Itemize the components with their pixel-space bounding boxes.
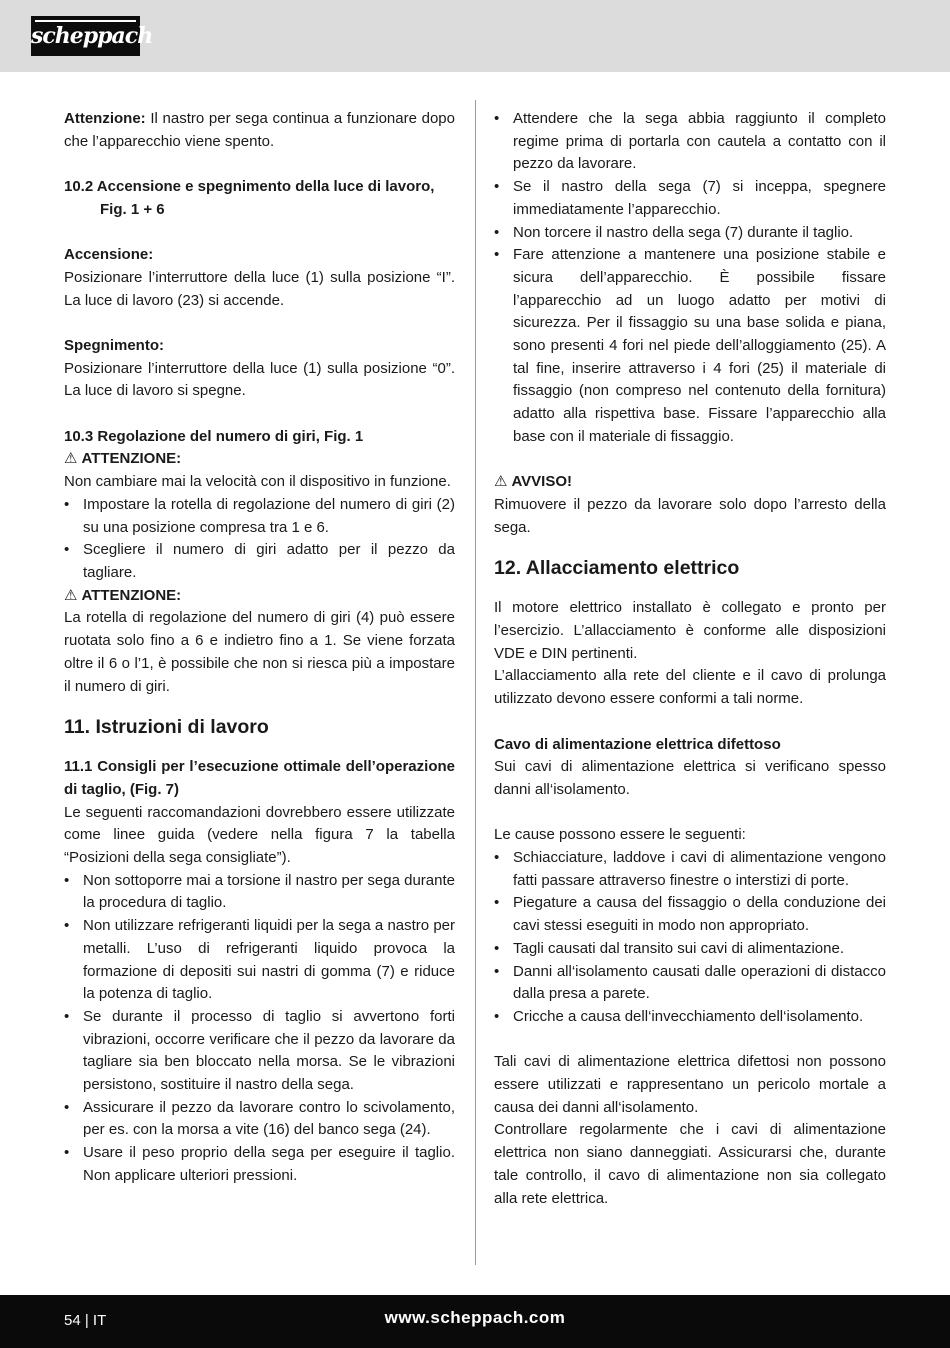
- switch-on-label: Accensione:: [64, 246, 154, 264]
- section-11-1-text: Le seguenti raccomandazioni dovrebbero essere utilizzate come linee guida (vedere nella figura 7 la tabella “Posizioni della sega consigliate”).: [64, 803, 455, 867]
- section-10-3-title: 10.3 Regolazione del numero di giri, Fig. 1: [64, 427, 364, 445]
- cutting-tips-list: [64, 870, 455, 1188]
- warning-label: ATTENZIONE:: [81, 586, 182, 604]
- list-item: • Non sottoporre mai a torsione il nastro per sega durante la procedura di taglio.: [64, 870, 455, 915]
- page-number: 54 | IT: [64, 1312, 107, 1329]
- switch-off-label: Spegnimento:: [64, 336, 164, 354]
- causes-intro: Le cause possono essere le seguenti:: [494, 826, 746, 844]
- list-item: • Se durante il processo di taglio si avvertono forti vibrazioni, occorre verificare che il pezzo da lavorare da tagliare sia ben bloccato nella morsa. Se le vibrazioni persistono, sostituire il nastro della sega.: [64, 1006, 455, 1097]
- list-item: • Scegliere il numero di giri adatto per il pezzo da tagliare.: [64, 539, 455, 584]
- list-item: • Cricche a causa dell‘invecchiamento dell‘isolamento.: [494, 1006, 886, 1029]
- causes-list: [494, 847, 886, 1029]
- list-item: • Fare attenzione a mantenere una posizione stabile e sicura dell’apparecchio. È possibile fissare l’apparecchio ad un luogo adatto per motivi di sicurezza. Per il fissaggio su una base solida e piana, sono presenti 4 fori nel piede dell’alloggiamento (25). A tal fine, inserire attraverso i 4 fori (25) il materiale di fissaggio (non compreso nel contenuto della fornitura) adatto alla rispettiva base. Fissare l’apparecchio alla base con il materiale di fissaggio.: [494, 244, 886, 448]
- notice-heading: [494, 471, 886, 494]
- warning-text: La rotella di regolazione del numero di giri (4) può essere ruotata solo fino a 6 e indietro fino a 1. Se viene forzata oltre il 6 o l’1, è possibile che non si riesca più a impostare il numero di giri.: [64, 609, 455, 695]
- list-item: • Attendere che la sega abbia raggiunto il completo regime prima di portarla con cautela a contatto con il pezzo da lavorare.: [494, 108, 886, 176]
- attention-paragraph: [64, 108, 455, 153]
- list-item: • Impostare la rotella di regolazione del numero di giri (2) su una posizione compresa tra 1 e 6.: [64, 494, 455, 539]
- warning-text: Non cambiare mai la velocità con il dispositivo in funzione.: [64, 473, 451, 491]
- attention-label: Attenzione:: [64, 110, 146, 127]
- list-item: • Non torcere il nastro della sega (7) durante il taglio.: [494, 222, 886, 245]
- section-12-text: L’allacciamento alla rete del cliente e il cavo di prolunga utilizzato devono essere conformi a tali norme.: [494, 667, 886, 708]
- list-item: • Assicurare il pezzo da lavorare contro lo scivolamento, per es. con la morsa a vite (16) del banco sega (24).: [64, 1097, 455, 1142]
- scheppach-logo: scheppach: [31, 16, 140, 56]
- footer-bar: [0, 1295, 950, 1348]
- list-item: • Tagli causati dal transito sui cavi di alimentazione.: [494, 938, 886, 961]
- notice-label: AVVISO!: [511, 473, 573, 491]
- switch-on-text: Posizionare l’interruttore della luce (1) sulla posizione “I”. La luce di lavoro (23) si accende.: [64, 268, 455, 309]
- section-11-1-title: 11.1 Consigli per l’esecuzione ottimale dell’operazione di taglio, (Fig. 7): [64, 758, 455, 798]
- header-bar: [0, 0, 950, 72]
- section-11-title: 11. Istruzioni di lavoro: [64, 716, 269, 739]
- list-item: • Non utilizzare refrigeranti liquidi per la sega a nastro per metalli. L’uso di refrigeranti liquido provoca la formazione di depositi sui nastri di gomma (7) e riduce la potenza di taglio.: [64, 915, 455, 1006]
- speed-list: [64, 494, 455, 585]
- section-10-2-title: 10.2 Accensione e spegnimento della luce di lavoro, Fig. 1 + 6: [64, 178, 435, 218]
- closing-text: Controllare regolarmente che i cavi di alimentazione elettrica non siano danneggiati. Assicurarsi che, durante tale controllo, il cavo di alimentazione non sia collegato alla rete elettrica.: [494, 1121, 886, 1207]
- column-divider: [475, 100, 476, 1265]
- section-12-title: 12. Allacciamento elettrico: [494, 557, 740, 580]
- defective-cable-title: Cavo di alimentazione elettrica difettoso: [494, 735, 781, 753]
- warning-heading: [64, 585, 455, 608]
- list-item: • Schiacciature, laddove i cavi di alimentazione vengono fatti passare attraverso finestre o interstizi di porte.: [494, 847, 886, 892]
- left-column: [64, 108, 455, 1188]
- list-item: • Usare il peso proprio della sega per eseguire il taglio. Non applicare ulteriori pressioni.: [64, 1142, 455, 1187]
- closing-text: Tali cavi di alimentazione elettrica difettosi non possono essere utilizzati e rappresentano un pericolo mortale a causa dei danni all‘isolamento.: [494, 1053, 886, 1116]
- cutting-tips-list-continued: [494, 108, 886, 449]
- website-link[interactable]: www.scheppach.com: [384, 1308, 566, 1327]
- warning-triangle-icon: ⚠: [494, 473, 508, 491]
- section-12-text: Il motore elettrico installato è collegato e pronto per l’esercizio. L’allacciamento è conforme alle disposizioni VDE e DIN pertinenti.: [494, 599, 886, 662]
- list-item: • Se il nastro della sega (7) si inceppa, spegnere immediatamente l’apparecchio.: [494, 176, 886, 221]
- list-item: • Piegature a causa del fissaggio o della conduzione dei cavi stessi eseguiti in modo non appropriato.: [494, 892, 886, 937]
- warning-heading: [64, 448, 455, 471]
- right-column: [494, 108, 886, 1210]
- notice-text: Rimuovere il pezzo da lavorare solo dopo l’arresto della sega.: [494, 495, 886, 536]
- warning-label: ATTENZIONE:: [81, 450, 182, 468]
- warning-triangle-icon: ⚠: [64, 450, 78, 468]
- list-item: • Danni all‘isolamento causati dalle operazioni di distacco dalla presa a parete.: [494, 961, 886, 1006]
- warning-triangle-icon: ⚠: [64, 586, 78, 604]
- attention-text: Il nastro per sega continua a funzionare dopo che l’apparecchio viene spento.: [64, 110, 455, 150]
- defective-cable-text: Sui cavi di alimentazione elettrica si verificano spesso danni all‘isolamento.: [494, 758, 886, 798]
- switch-off-text: Posizionare l’interruttore della luce (1) sulla posizione “0”. La luce di lavoro si spegne.: [64, 359, 455, 400]
